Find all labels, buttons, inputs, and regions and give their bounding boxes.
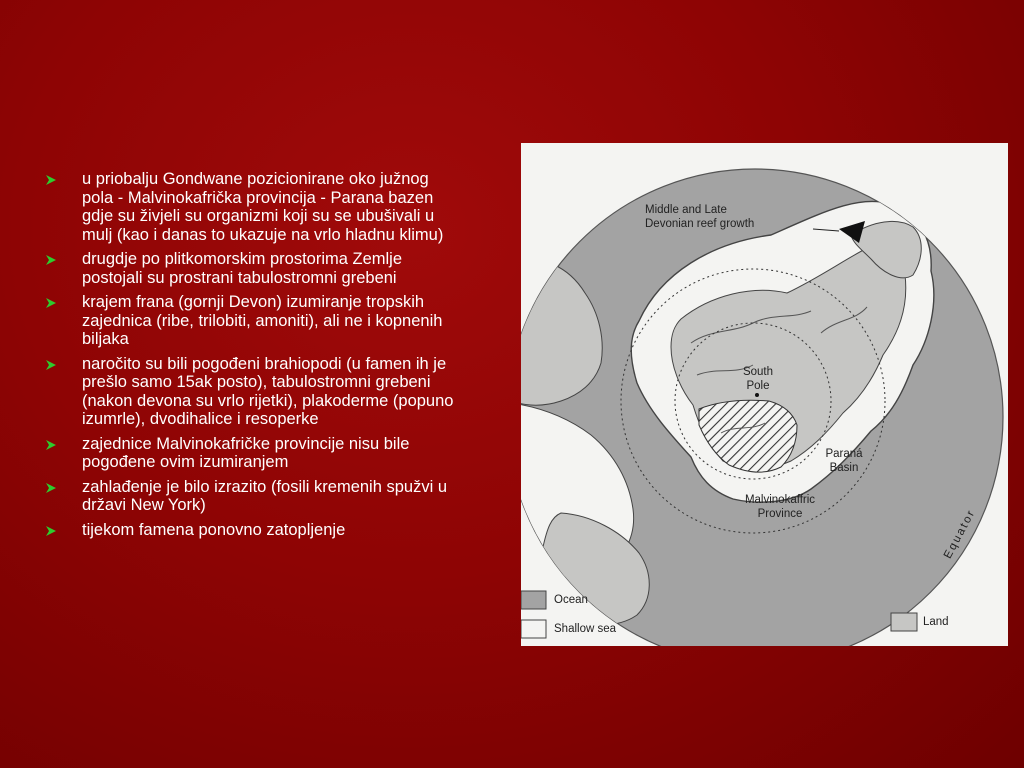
- province-line-2: Province: [757, 508, 803, 520]
- equator-label: Equator: [941, 507, 979, 561]
- arrow-bullet-icon: [44, 358, 58, 372]
- parana-line-2: Basin: [829, 462, 859, 474]
- reef-label-line-1: Middle and Late: [645, 204, 727, 216]
- bullet-item: [44, 355, 464, 429]
- south-pole-line-2: Pole: [746, 380, 770, 392]
- legend-shallow-sea-swatch: [521, 620, 546, 638]
- bullet-item: [44, 478, 464, 515]
- bullet-list: [44, 170, 464, 545]
- province-line-1: Malvinokaffric: [744, 494, 816, 506]
- bullet-text: zahlađenje je bilo izrazito (fosili kremenih spužvi u državi New York): [82, 477, 448, 514]
- south-pole-label: [733, 365, 783, 393]
- bullet-text: tijekom famena ponovno zatopljenje: [82, 520, 346, 539]
- reef-growth-label: [645, 203, 805, 231]
- arrow-bullet-icon: [44, 296, 58, 310]
- arrow-bullet-icon: [44, 481, 58, 495]
- bullet-item: [44, 521, 464, 540]
- arrow-bullet-icon: [44, 173, 58, 187]
- bullet-item: [44, 250, 464, 287]
- bullet-text: krajem frana (gornji Devon) izumiranje tropskih zajednica (ribe, trilobiti, amoniti), ali ne i kopnenih biljaka: [82, 293, 443, 348]
- bullet-item: [44, 170, 464, 244]
- paleogeographic-map-figure: [521, 143, 1008, 646]
- bullet-text: naročito su bili pogođeni brahiopodi (u famen ih je prešlo samo 15ak posto), tabulostromni grebeni (nakon devona su vrlo rijetki), plakoderme (popuno izumrle), dvodihalice i resoperke: [82, 354, 454, 428]
- arrow-bullet-icon: [44, 253, 58, 267]
- legend-land-label: Land: [923, 616, 949, 628]
- legend-ocean-swatch: [521, 591, 546, 609]
- bullet-item: [44, 293, 464, 349]
- bullet-text: u priobalju Gondwane pozicionirane oko južnog pola - Malvinokafrička provincija - Parana bazen gdje su živjeli su organizmi koji su se ubušivali u mulj (kao i danas to ukazuje na vrlo hladnu klimu): [82, 170, 444, 244]
- parana-basin-label: [817, 447, 871, 475]
- arrow-bullet-icon: [44, 524, 58, 538]
- bullet-text: zajednice Malvinokafričke provincije nisu bile pogođene ovim izumiranjem: [82, 434, 410, 471]
- legend-ocean-label: Ocean: [554, 594, 588, 606]
- south-pole-marker: [755, 393, 759, 397]
- bullet-text: drugdje po plitkomorskim prostorima Zemlje postojali su prostrani tabulostromni grebeni: [82, 250, 403, 287]
- bullet-item: [44, 435, 464, 472]
- south-pole-line-1: South: [742, 366, 774, 378]
- legend-shallow-sea-label: Shallow sea: [554, 623, 617, 635]
- arrow-bullet-icon: [44, 438, 58, 452]
- malvinokaffric-province-label: [725, 493, 835, 521]
- parana-line-1: Paraná: [825, 448, 863, 460]
- reef-label-line-2: Devonian reef growth: [645, 218, 755, 230]
- legend-land-swatch: [891, 613, 917, 631]
